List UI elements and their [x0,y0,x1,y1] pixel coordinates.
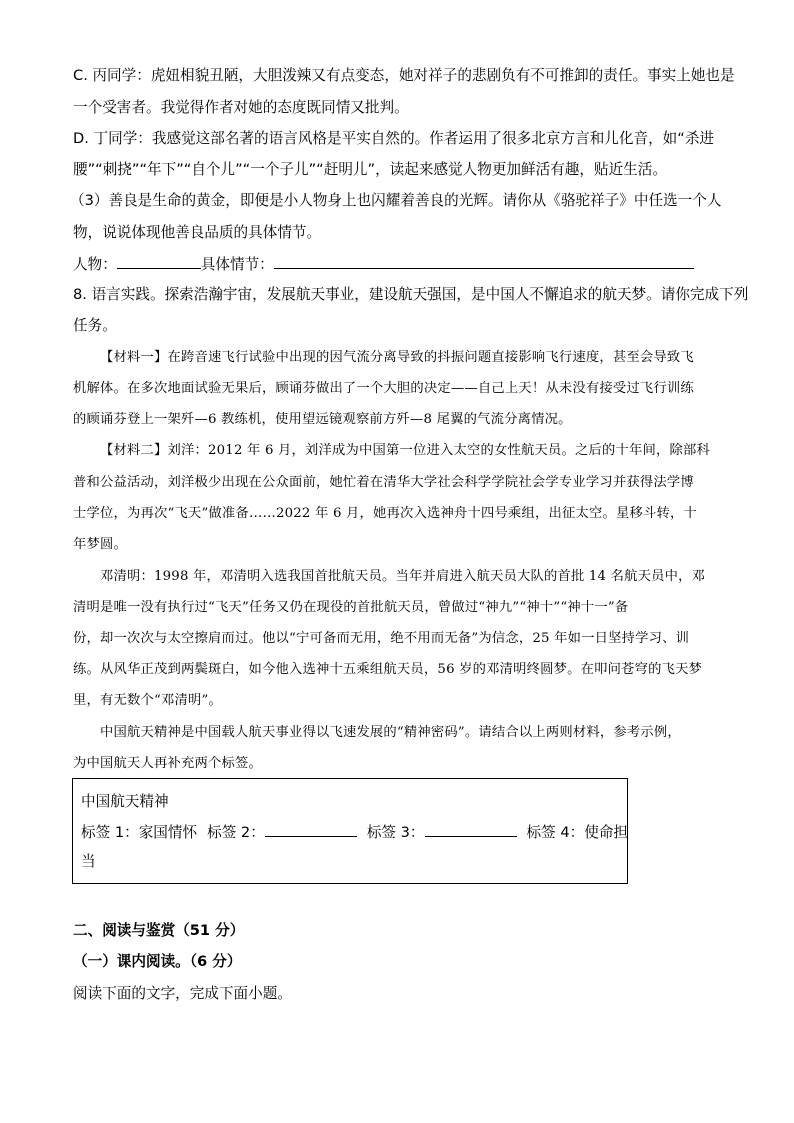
tag1: 标签 1：家国情怀 [81,824,198,841]
material2-line3: 士学位，为再次“飞天”做准备……2022 年 6 月，她再次入选神舟十四号乘组，出征太空。星移斗转，十 [73,506,697,521]
material3-line2: 清明是唯一没有执行过“飞天”任务又仍在现役的首批航天员，曾做过“神九”“神十”“神十一”备 [73,600,629,615]
plot-label: 具体情节： [200,256,274,273]
plot-blank[interactable] [274,254,694,269]
material3-line4: 练。从风华正茂到两鬓斑白，如今他入选神十五乘组航天员，56 岁的邓清明终圆梦。在叩问苍穹的飞天梦 [73,662,703,677]
q7-option-c-line2: 一个受害者。我觉得作者对她的态度既同情又批判。 [73,99,409,116]
material1-line1: 【材料一】在跨音速飞行试验中出现的因气流分离导致的抖振问题直接影响飞行速度，甚至会导致飞 [100,350,694,365]
tag-answer-box [72,778,628,884]
task-line2: 为中国航天人再补充两个标签。 [73,756,262,771]
tag2-label: 标签 2： [207,824,265,841]
material2-line1: 【材料二】刘洋：2012 年 6 月，刘洋成为中国第一位进入太空的女性航天员。之后的十年间，除部科 [100,443,710,458]
q8-line1: 8. 语言实践。探索浩瀚宇宙，发展航天事业，建设航天强国，是中国人不懈追求的航天梦。请你完成下列 [73,286,749,303]
section2-subheading: （一）课内阅读。（6 分） [73,953,242,970]
q7-sub3-line1: （3）善良是生命的黄金，即便是小人物身上也闪耀着善良的光辉。请你从《骆驼祥子》中任选一个人 [70,192,722,209]
q8-line2: 任务。 [73,317,117,334]
material2-line2: 普和公益活动，刘洋极少出现在公众面前，她忙着在清华大学社会科学学院社会学专业学习并获得法学博 [73,475,694,490]
section2-heading: 二、阅读与鉴赏（51 分） [73,922,245,939]
q7-option-c-line1: C. 丙同学：虎妞相貌丑陋，大胆泼辣又有点变态，她对祥子的悲剧负有不可推卸的责任。事实上她也是 [73,67,735,84]
material2-line4: 年梦圆。 [73,537,127,552]
material1-line3: 的顾诵芬登上一架歼—6 教练机，使用望远镜观察前方歼—8 尾翼的气流分离情况。 [73,412,572,427]
tag3-label: 标签 3： [366,824,425,841]
q7-option-d-line1: D. 丁同学：我感觉这部名著的语言风格是平实自然的。作者运用了很多北京方言和儿化音，如“杀进 [73,130,715,147]
material3-line3: 份，却一次次与太空擦肩而过。他以“宁可备而无用，绝不用而无备”为信念，25 年如一日坚持学习、训 [73,631,690,646]
person-label: 人物： [73,256,117,273]
q7-option-d-line2: 腰”“刺挠”“年下”“自个儿”“一个子儿”“赶明儿”，读起来感觉人物更加鲜活有趣，贴近生活。 [73,161,667,178]
material3-line5: 里，有无数个“邓清明”。 [73,693,222,708]
person-blank[interactable] [117,254,201,269]
task-line1: 中国航天精神是中国载人航天事业得以飞速发展的“精神密码”。请结合以上两则材料，参考示例， [100,725,681,740]
section2-instruction: 阅读下面的文字，完成下面小题。 [73,985,292,1002]
material1-line2: 机解体。在多次地面试验无果后，顾诵芬做出了一个大胆的决定——自己上天！从未没有接受过飞行训练 [73,381,694,396]
tag3-blank[interactable] [425,822,517,837]
box-tags-row [81,822,628,843]
material3-line1: 邓清明：1998 年，邓清明入选我国首批航天员。当年并肩进入航天员大队的首批 14 名航天员中，邓 [100,569,706,584]
tag4: 标签 4：使命担 [526,824,629,841]
box-title: 中国航天精神 [81,793,169,810]
tag2-blank[interactable] [265,822,357,837]
tag4-continuation: 当 [81,853,96,870]
q7-answer-line [73,254,694,275]
q7-sub3-line2: 物，说说体现他善良品质的具体情节。 [73,224,322,241]
